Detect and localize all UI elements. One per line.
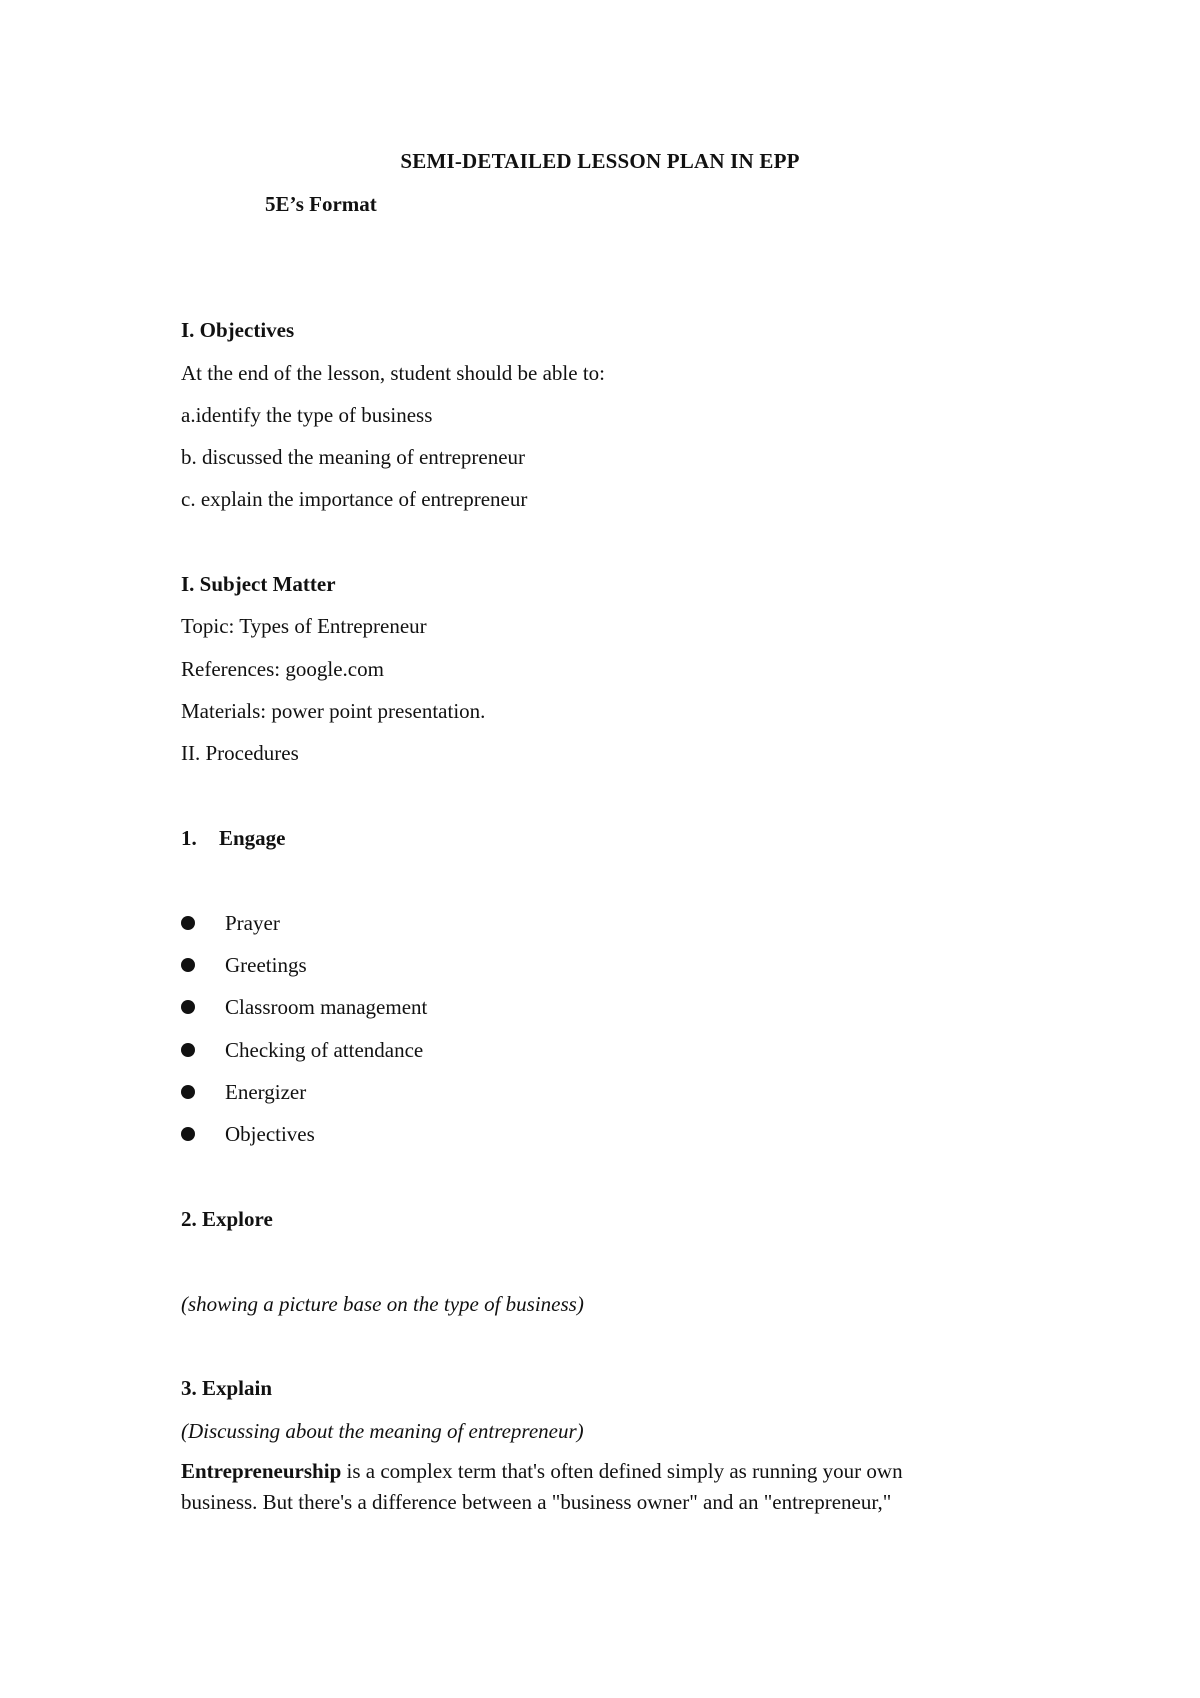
bullet-icon xyxy=(181,958,195,972)
engage-heading xyxy=(181,825,286,851)
explain-heading: 3. Explain xyxy=(181,1376,273,1400)
engage-bullet-text: Energizer xyxy=(225,1080,307,1104)
objectives-heading: I. Objectives xyxy=(181,318,295,342)
subject-matter-heading: I. Subject Matter xyxy=(181,572,336,596)
subject-references: References: google.com xyxy=(181,657,384,681)
engage-bullet-item xyxy=(181,1079,306,1105)
objective-item-c: c. explain the importance of entrepreneur xyxy=(181,487,528,511)
engage-bullet-text: Checking of attendance xyxy=(225,1038,424,1062)
explain-note: (Discussing about the meaning of entrepreneur) xyxy=(181,1419,584,1443)
engage-bullet-item xyxy=(181,952,307,978)
bullet-icon xyxy=(181,1085,195,1099)
engage-label: Engage xyxy=(219,826,286,850)
subject-topic: Topic: Types of Entrepreneur xyxy=(181,614,427,638)
explore-heading: 2. Explore xyxy=(181,1207,273,1231)
engage-number: 1. xyxy=(181,826,197,850)
bullet-icon xyxy=(181,1127,195,1141)
engage-bullet-text: Prayer xyxy=(225,911,280,935)
procedures-heading: II. Procedures xyxy=(181,741,299,765)
explain-text-line-2: business. But there's a difference between a "business owner" and an "entrepreneur," xyxy=(181,1490,892,1514)
engage-bullet-text: Classroom management xyxy=(225,995,428,1019)
engage-bullet-item xyxy=(181,994,427,1020)
explain-text-line-1: is a complex term that's often defined simply as running your own xyxy=(341,1459,903,1483)
explore-note: (showing a picture base on the type of business) xyxy=(181,1292,584,1316)
bullet-icon xyxy=(181,916,195,930)
engage-bullet-text: Objectives xyxy=(225,1122,315,1146)
engage-bullet-item xyxy=(181,1121,315,1147)
explain-term: Entrepreneurship xyxy=(181,1459,342,1483)
subject-materials: Materials: power point presentation. xyxy=(181,699,486,723)
engage-bullet-text: Greetings xyxy=(225,953,307,977)
objective-item-a: a.identify the type of business xyxy=(181,403,433,427)
document-subtitle: 5E’s Format xyxy=(265,192,377,216)
objective-item-b: b. discussed the meaning of entrepreneur xyxy=(181,445,526,469)
explain-paragraph-line-1 xyxy=(181,1456,1041,1487)
engage-bullet-item xyxy=(181,1037,423,1063)
explain-paragraph xyxy=(181,1456,1041,1518)
engage-bullet-item xyxy=(181,910,280,936)
objectives-intro: At the end of the lesson, student should be able to: xyxy=(181,361,606,385)
bullet-icon xyxy=(181,1000,195,1014)
bullet-icon xyxy=(181,1043,195,1057)
document-title: SEMI-DETAILED LESSON PLAN IN EPP xyxy=(400,149,800,173)
